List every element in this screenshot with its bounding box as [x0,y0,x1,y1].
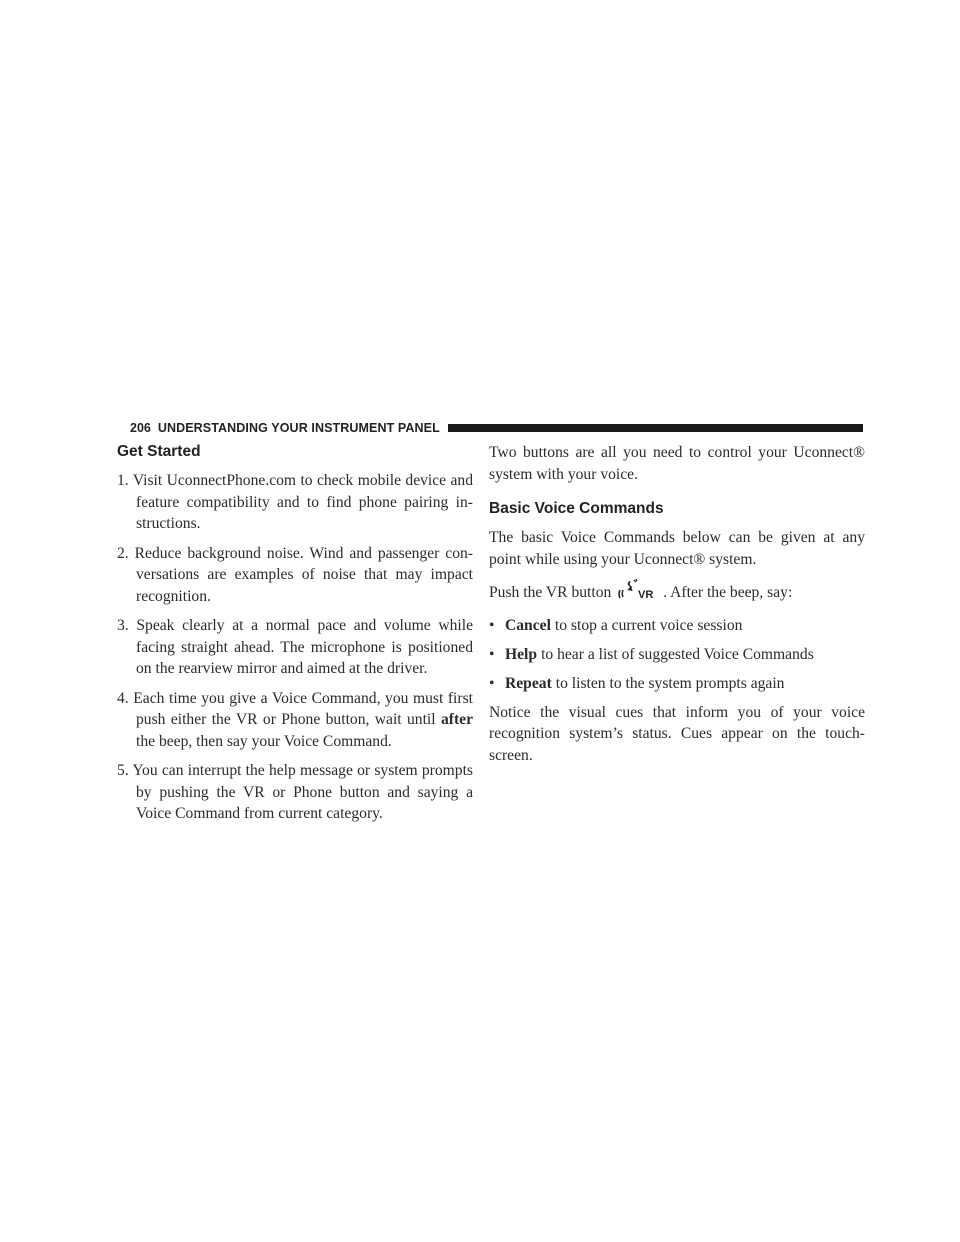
emphasis-after: after [440,711,473,728]
list-item: • Help to hear a list of suggested Voice Commands [489,645,814,663]
command-cancel: Cancel [505,616,551,634]
list-item: 1. Visit UconnectPhone.com to check mobile device and feature compatibility and to find phone pairing in- structions. [117,472,473,532]
basic-commands-paragraph: The basic Voice Commands below can be given at any point while using your Uconnect® system. [489,529,865,568]
right-column [489,442,865,766]
list-item: • Cancel to stop a current voice session [489,616,743,634]
intro-paragraph: Two buttons are all you need to control your Uconnect® system with your voice. [489,444,865,483]
basic-voice-commands-heading: Basic Voice Commands [489,500,664,517]
section-title: UNDERSTANDING YOUR INSTRUMENT PANEL [157,421,440,435]
command-help: Help [505,645,538,663]
closing-paragraph: Notice the visual cues that inform you of your voice recognition system’s status. Cues appear on the touch- screen. [489,703,865,764]
page-header [130,418,863,438]
command-repeat: Repeat [505,674,552,692]
list-item: 2. Reduce background noise. Wind and passenger con- versations are examples of noise that may impact recognition. [117,544,473,605]
left-column [117,442,473,833]
push-vr-instruction: Push the VR button VR . After the beep, say: [489,578,865,607]
get-started-heading: Get Started [117,443,201,460]
svg-text:VR: VR [638,589,654,600]
list-item: 5. You can interrupt the help message or system prompts by pushing the VR or Phone button and saying a Voice Command from current category. [117,762,473,822]
vr-button-icon [617,578,661,607]
steps-list [117,470,473,825]
list-item: • Repeat to listen to the system prompts again [489,674,785,692]
list-item: 4. Each time you give a Voice Command, you must first push either the VR or Phone button, wait until after the beep, then say your Voice Command. [117,689,473,750]
page-number: 206 [130,421,151,435]
header-rule [448,424,863,432]
voice-commands-list [489,615,865,695]
list-item: 3. Speak clearly at a normal pace and volume while facing straight ahead. The microphone is positioned on the rearview mirror and aimed at the driver. [117,617,473,677]
